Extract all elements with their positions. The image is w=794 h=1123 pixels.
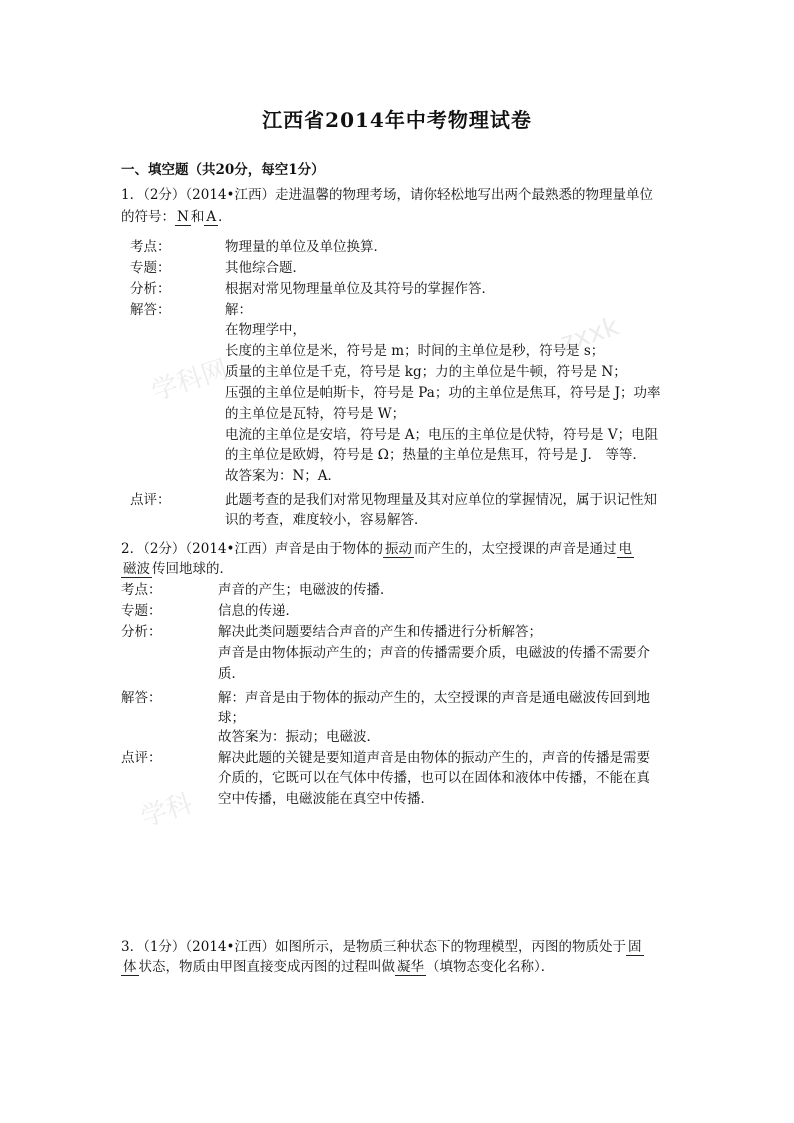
q3-stem-line2 [121, 955, 554, 975]
q1-jieda-line: 压强的主单位是帕斯卡，符号是 Pa；功的主单位是焦耳，符号是 J；功率 [225, 385, 661, 401]
q1-answer-1: N [177, 209, 189, 225]
q1-stem-mid: 和 [190, 209, 205, 225]
q2-stem-mid: 而产生的，太空授课的声音是通过 [414, 541, 617, 557]
q2-kaodian: 声音的产生；电磁波的传播． [218, 582, 394, 598]
q2-stem-end: 传回地球的． [152, 561, 233, 577]
q1-dianping-line: 识的考查，难度较小，容易解答． [225, 512, 428, 528]
q2-stem-line2 [121, 557, 233, 577]
q3-stem-end: （填物态变化名称）． [426, 959, 555, 975]
q2-label-dianping: 点评： [121, 750, 162, 766]
q2-dianping-line: 解决此题的关键是要知道声音是由物体的振动产生的，声音的传播是需要 [218, 750, 650, 766]
q1-jieda-line: 在物理学中， [225, 322, 306, 338]
q2-label-fenxi: 分析： [121, 624, 162, 640]
page-title: 江西省2014年中考物理试卷 [262, 108, 532, 132]
q2-answer-2b: 磁波 [123, 561, 150, 577]
q1-kaodian: 物理量的单位及单位换算． [225, 239, 387, 255]
q2-label-jieda: 解答： [121, 690, 162, 706]
q1-stem-end: ． [218, 209, 232, 225]
q1-jieda-line: 解： [225, 302, 252, 318]
q1-answer-2: A [206, 209, 217, 225]
q1-jieda-line: 电流的主单位是安培，符号是 A；电压的主单位是伏特，符号是 V；电阻 [225, 427, 659, 443]
q2-fenxi-line: 质． [218, 666, 245, 682]
q2-zhuanti: 信息的传递． [218, 603, 299, 619]
q1-stem-line2 [121, 205, 232, 225]
q3-stem-pre: 3．（1分）（2014•江西）如图所示，是物质三种状态下的物理模型，丙图的物质处于 [121, 939, 626, 955]
section-heading: 一、填空题（共20分，每空1分） [121, 162, 325, 178]
q3-answer-1a: 固 [628, 939, 642, 955]
watermark: zxxk [556, 311, 623, 359]
q1-stem-pre: 的符号： [121, 209, 175, 225]
q1-label-jieda: 解答： [130, 302, 171, 318]
q2-dianping-line: 空中传播，电磁波能在真空中传播． [218, 791, 434, 807]
q3-answer-2: 凝华 [397, 959, 424, 975]
q1-jieda-line: 的主单位是欧姆，符号是 Ω；热量的主单位是焦耳，符号是 J． 等等． [225, 447, 646, 463]
q2-fenxi-line: 声音是由物体振动产生的；声音的传播需要介质，电磁波的传播不需要介 [218, 645, 650, 661]
q2-dianping-line: 介质的，它既可以在气体中传播，也可以在固体和液体中传播，不能在真 [218, 770, 650, 786]
q1-jieda-line: 质量的主单位是千克，符号是 kg；力的主单位是牛顿，符号是 N； [225, 364, 627, 380]
q1-dianping-line: 此题考查的是我们对常见物理量及其对应单位的掌握情况，属于识记性知 [225, 492, 657, 508]
q3-answer-1b: 体 [123, 959, 137, 975]
q2-answer-2a: 电 [618, 541, 632, 557]
q2-jieda-line: 故答案为：振动；电磁波． [218, 729, 380, 745]
q2-label-zhuanti: 专题： [121, 603, 162, 619]
q1-jieda-line: 长度的主单位是米，符号是 m；时间的主单位是秒，符号是 s； [225, 343, 605, 359]
q1-label-kaodian: 考点： [130, 239, 171, 255]
q1-jieda-line: 故答案为：N；A． [225, 468, 342, 484]
q1-label-fenxi: 分析： [130, 281, 171, 297]
q1-label-dianping: 点评： [130, 492, 171, 508]
q1-jieda-line: 的主单位是瓦特，符号是 W； [225, 406, 406, 422]
watermark: 学科 [137, 788, 197, 834]
q2-jieda-line: 解：声音是由于物体的振动产生的，太空授课的声音是通电磁波传回到地 [218, 690, 650, 706]
q1-stem-line1: 1．（2分）（2014•江西）走进温馨的物理考场，请你轻松地写出两个最熟悉的物理量单位 [121, 187, 653, 203]
q1-fenxi: 根据对常见物理量单位及其符号的掌握作答． [225, 281, 495, 297]
q1-zhuanti: 其他综合题． [225, 260, 306, 276]
q3-stem-mid: 状态，物质由甲图直接变成丙图的过程叫做 [138, 959, 395, 975]
q3-stem-line1 [121, 935, 644, 955]
q2-label-kaodian: 考点： [121, 582, 162, 598]
q2-answer-1: 振动 [385, 541, 412, 557]
q2-fenxi-line: 解决此类问题要结合声音的产生和传播进行分析解答； [218, 624, 542, 640]
q2-jieda-line: 球； [218, 710, 245, 726]
q2-stem-line1 [121, 537, 634, 557]
watermark: 学科网 [148, 354, 232, 408]
q2-stem-pre: 2．（2分）（2014•江西）声音是由于物体的 [121, 541, 383, 557]
q1-label-zhuanti: 专题： [130, 260, 171, 276]
